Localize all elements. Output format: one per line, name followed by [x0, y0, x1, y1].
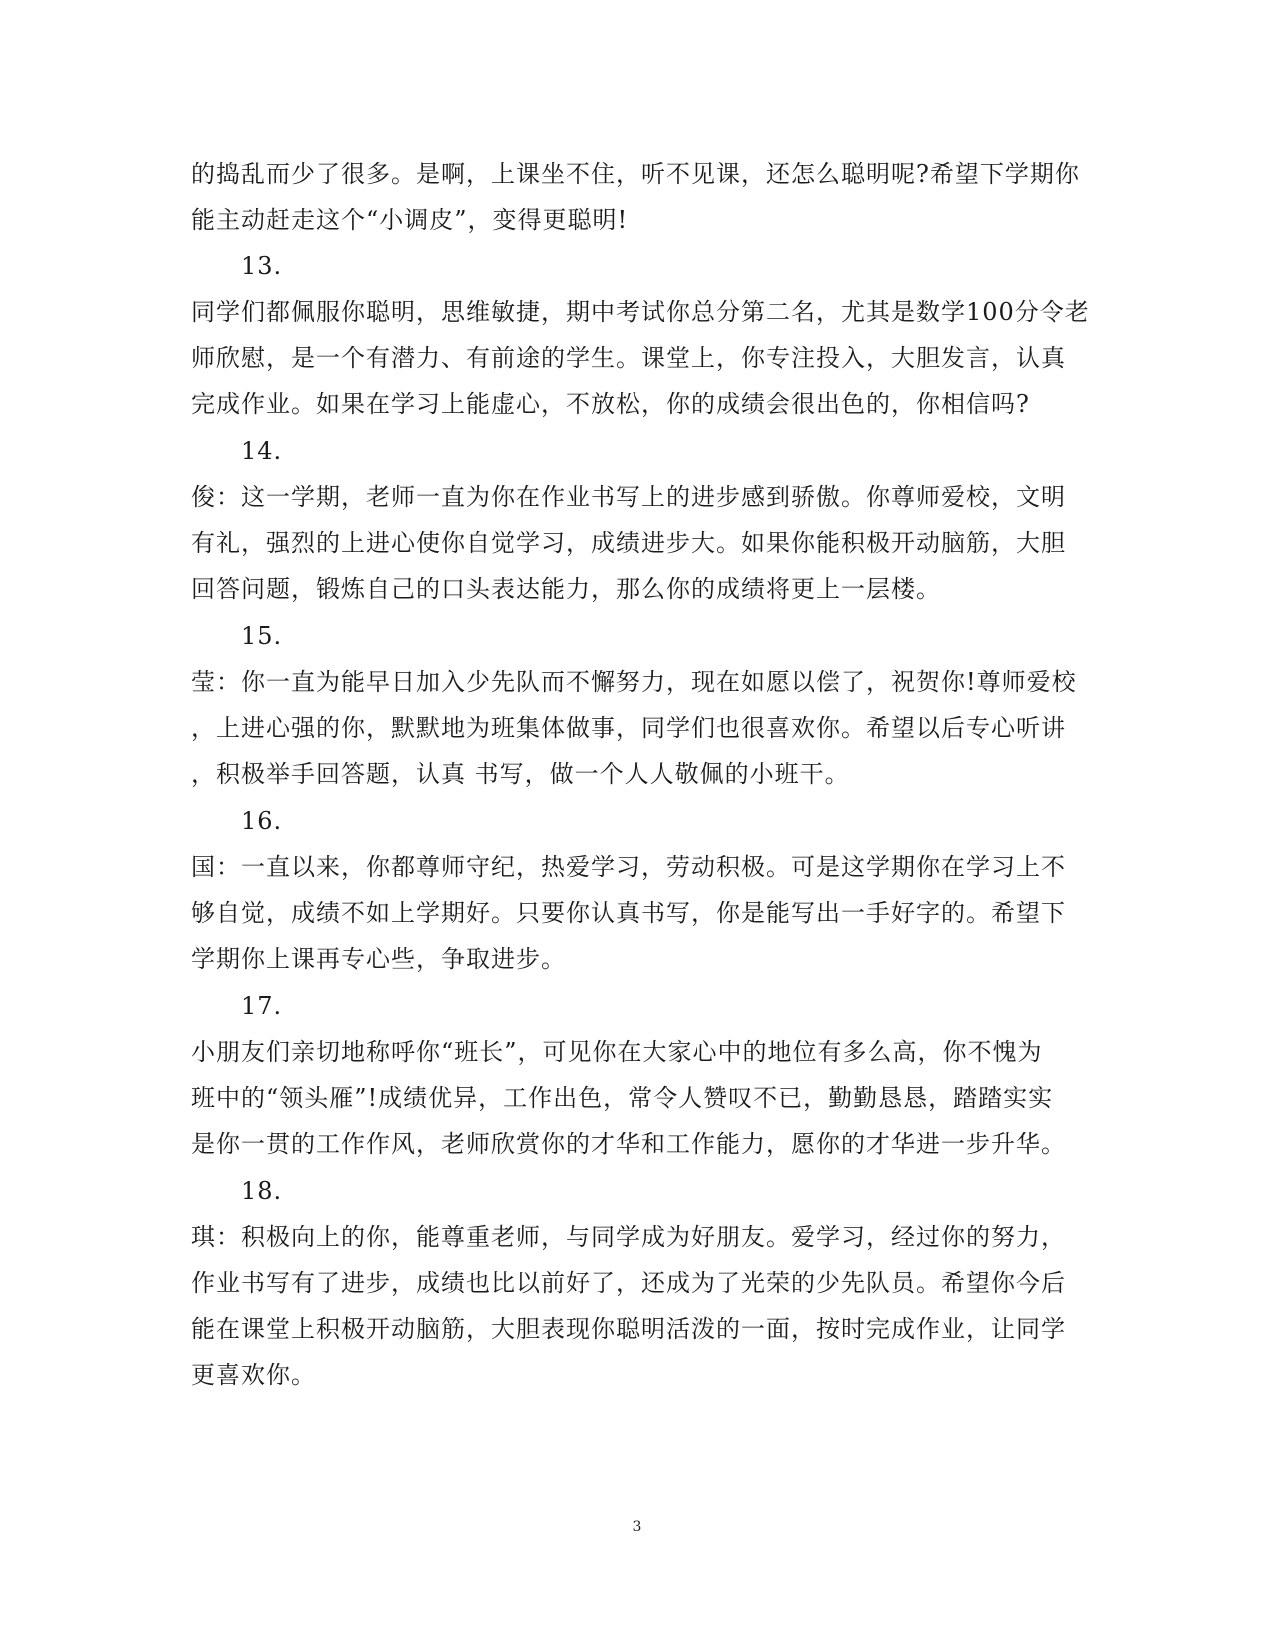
text-line: 学期你上课再专心些，争取进步。 — [191, 945, 566, 973]
text-line: ，积极举手回答题，认真 书写，做一个人人敬佩的小班干。 — [191, 760, 850, 788]
item-number: 14. — [241, 437, 283, 465]
text-line: 更喜欢你。 — [191, 1361, 316, 1389]
text-line: 小朋友们亲切地称呼你“班长”，可见你在大家心中的地位有多么高，你不愧为 — [191, 1038, 1043, 1066]
text-line: 琪：积极向上的你，能尊重老师，与同学成为好朋友。爱学习，经过你的努力， — [191, 1223, 1066, 1251]
text-line: 国：一直以来，你都尊师守纪，热爱学习，劳动积极。可是这学期你在学习上不 — [191, 853, 1066, 881]
item-number: 16. — [241, 807, 283, 835]
page-number: 3 — [632, 1519, 642, 1535]
text-line: 有礼，强烈的上进心使你自觉学习，成绩进步大。如果你能积极开动脑筋，大胆 — [191, 529, 1066, 557]
text-line: 俊：这一学期，老师一直为你在作业书写上的进步感到骄傲。你尊师爱校，文明 — [191, 483, 1066, 511]
item-number: 13. — [241, 252, 283, 280]
text-line: 师欣慰，是一个有潜力、有前途的学生。课堂上，你专注投入，大胆发言，认真 — [191, 344, 1066, 372]
text-line: 班中的“领头雁”!成绩优异，工作出色，常令人赞叹不已，勤勤恳恳，踏踏实实 — [191, 1084, 1054, 1112]
text-line: 够自觉，成绩不如上学期好。只要你认真书写，你是能写出一手好字的。希望下 — [191, 899, 1066, 927]
text-line: 完成作业。如果在学习上能虚心，不放松，你的成绩会很出色的，你相信吗? — [191, 390, 1030, 418]
text-line: 是你一贯的工作作风，老师欣赏你的才华和工作能力，愿你的才华进一步升华。 — [191, 1130, 1066, 1158]
text-line: 的捣乱而少了很多。是啊，上课坐不住，听不见课，还怎么聪明呢?希望下学期你 — [191, 160, 1080, 188]
text-line: 莹：你一直为能早日加入少先队而不懈努力，现在如愿以偿了，祝贺你!尊师爱校 — [191, 668, 1077, 696]
text-line: 回答问题，锻炼自己的口头表达能力，那么你的成绩将更上一层楼。 — [191, 575, 941, 603]
text-line: 能在课堂上积极开动脑筋，大胆表现你聪明活泼的一面，按时完成作业，让同学 — [191, 1315, 1066, 1343]
text-line: 同学们都佩服你聪明，思维敏捷，期中考试你总分第二名，尤其是数学100分令老 — [191, 298, 1090, 326]
item-number: 17. — [241, 992, 283, 1020]
text-line: 能主动赶走这个“小调皮”，变得更聪明! — [191, 206, 629, 234]
item-number: 15. — [241, 622, 283, 650]
item-number: 18. — [241, 1177, 283, 1205]
text-line: ，上进心强的你，默默地为班集体做事，同学们也很喜欢你。希望以后专心听讲 — [191, 714, 1066, 742]
text-line: 作业书写有了进步，成绩也比以前好了，还成为了光荣的少先队员。希望你今后 — [191, 1269, 1066, 1297]
